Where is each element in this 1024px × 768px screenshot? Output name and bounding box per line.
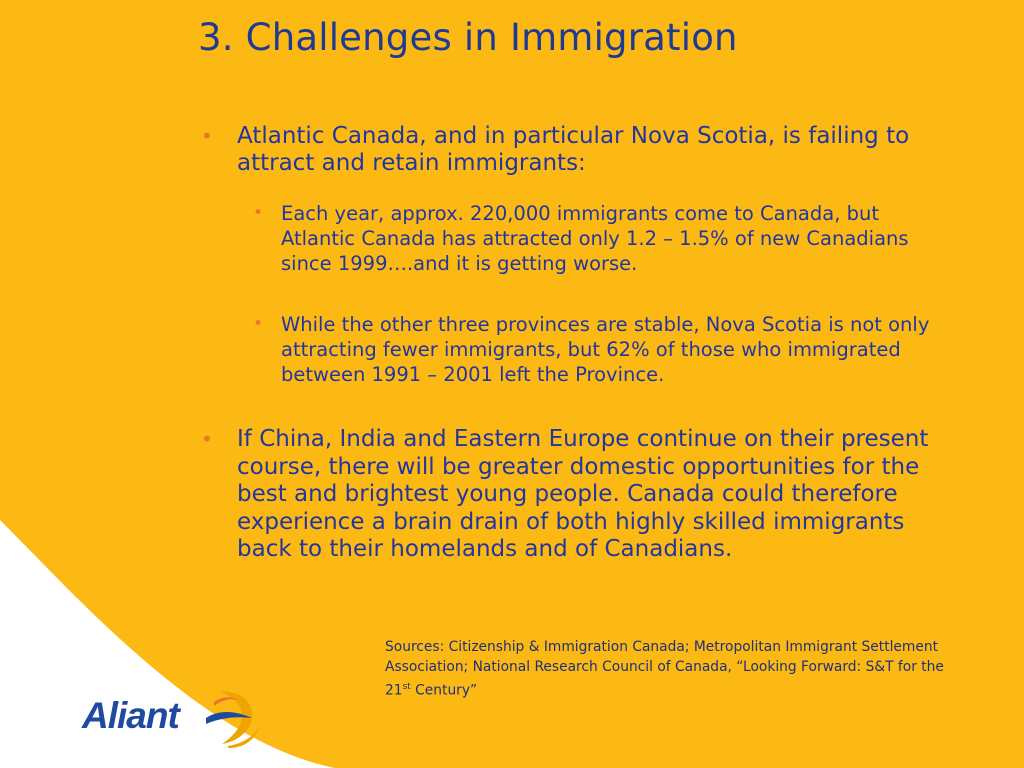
sub-bullet-annual-immigration	[253, 201, 953, 276]
bullet-brain-drain	[201, 426, 966, 564]
sub-bullet-nova-scotia-retention	[253, 312, 953, 387]
sub-bullet-text: Each year, approx. 220,000 immigrants come to Canada, but Atlantic Canada has attracted only 1.2 – 1.5% of new Canadians since 1999….and it is getting worse.	[281, 202, 909, 275]
slide-title: 3. Challenges in Immigration	[198, 16, 738, 59]
bullet-text: Atlantic Canada, and in particular Nova Scotia, is failing to attract and retain immigrants:	[237, 123, 910, 176]
bullet-atlantic-canada	[201, 123, 966, 177]
aliant-logo	[82, 688, 282, 750]
aliant-swirl-icon	[202, 688, 264, 750]
sources-note	[385, 637, 945, 701]
sources-text-end: Century”	[410, 682, 478, 699]
bullet-icon: •	[253, 203, 264, 223]
logo-text: Aliant	[82, 695, 179, 736]
sources-superscript: st	[402, 682, 411, 692]
sub-bullet-text: While the other three provinces are stable, Nova Scotia is not only attracting fewer immigrants, but 62% of those who immigrated between 1991 – 2001 left the Province.	[281, 313, 930, 386]
bullet-icon: •	[201, 427, 213, 451]
bullet-text: If China, India and Eastern Europe continue on their present course, there will be greater domestic opportunities for the best and brightest young people. Canada could therefore experience a brain drain of both highly skilled immigrants back to their homelands and of Canadians.	[237, 426, 929, 562]
sources-text: Sources: Citizenship & Immigration Canada; Metropolitan Immigrant Settlement Association; National Research Council of Canada, “Looking Forward: S&T for the 21	[385, 639, 944, 699]
bullet-icon: •	[201, 124, 213, 148]
bullet-icon: •	[253, 314, 264, 334]
